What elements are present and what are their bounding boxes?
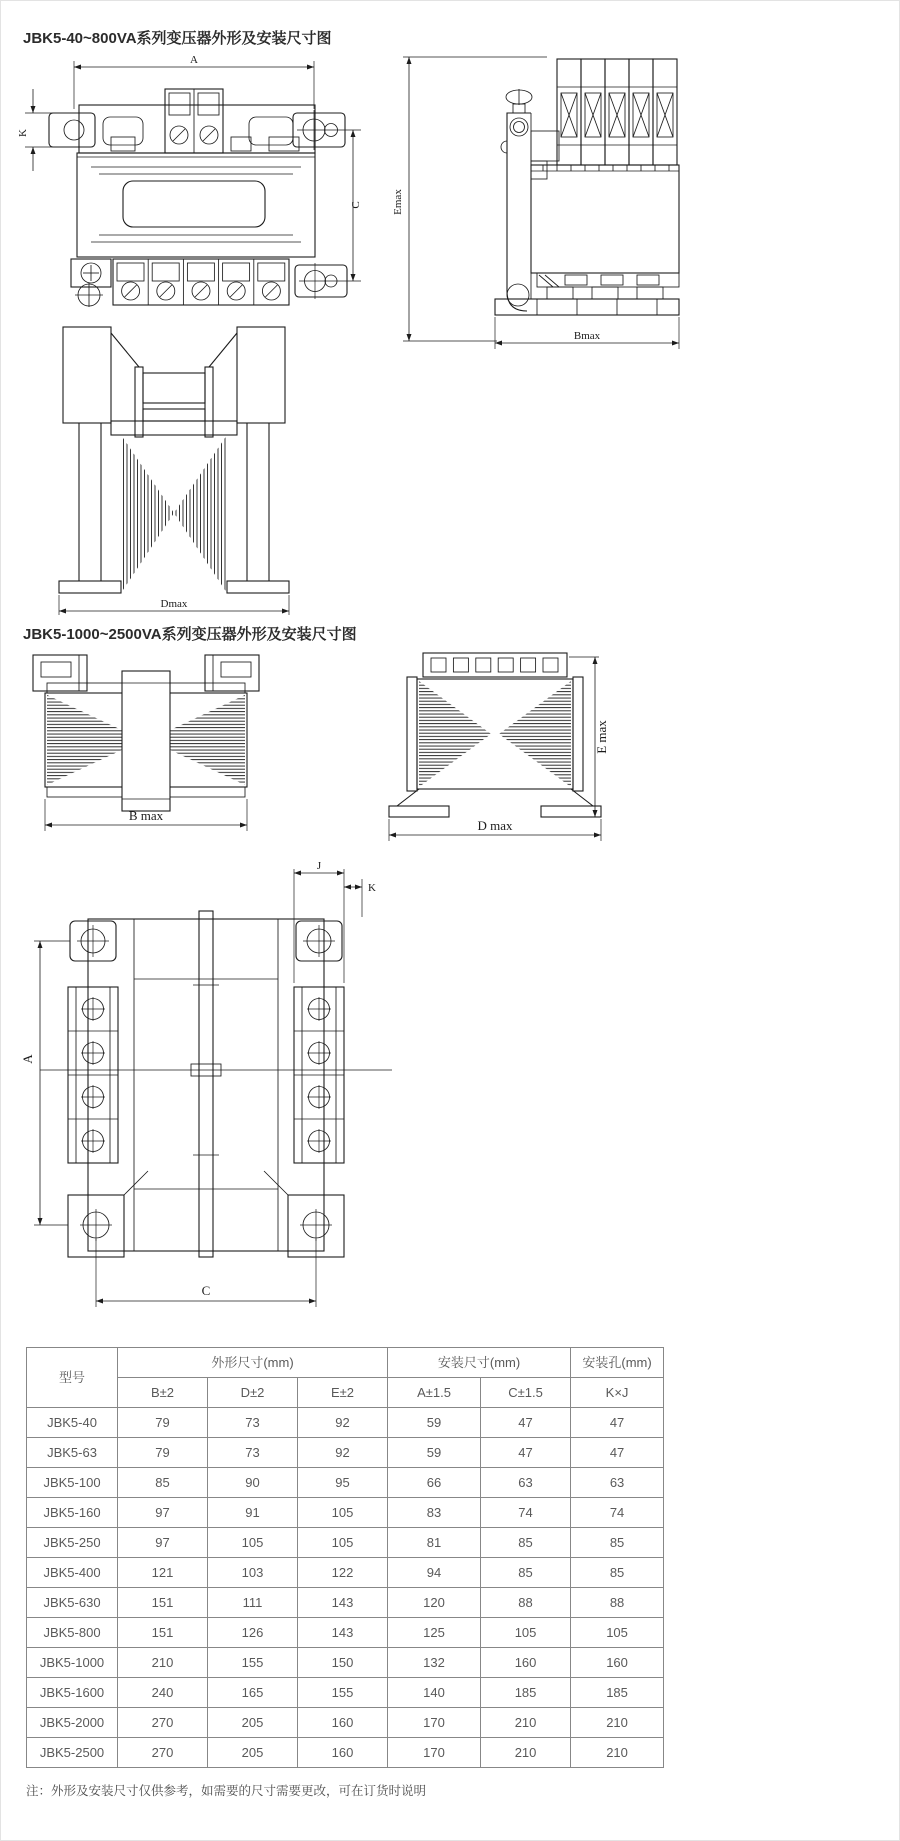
dimension-emax (392, 57, 547, 341)
core-body (531, 165, 679, 273)
dim-label-emax: E max (594, 720, 609, 754)
col-group-outline: 外形尺寸(mm) (118, 1348, 388, 1378)
value-cell: 170 (388, 1738, 481, 1768)
value-cell: 270 (118, 1738, 208, 1768)
dim-label-j: J (316, 860, 322, 872)
dim-label-a: A (190, 54, 198, 66)
figure-top-view-large (16, 859, 396, 1325)
screw-icon (122, 282, 140, 300)
value-cell: 47 (571, 1408, 664, 1438)
bottom-terminal-strip (113, 259, 289, 305)
center-core (122, 671, 170, 811)
value-cell: 74 (481, 1498, 571, 1528)
dimension-c (350, 130, 362, 281)
dim-label-a: A (20, 1054, 35, 1064)
value-cell: 97 (118, 1528, 208, 1558)
value-cell: 66 (388, 1468, 481, 1498)
screw-icon (307, 1085, 331, 1109)
value-cell: 47 (481, 1438, 571, 1468)
value-cell: 88 (571, 1588, 664, 1618)
col-header-a: A±1.5 (388, 1378, 481, 1408)
dimension-dmax (389, 818, 601, 841)
dim-label-bmax: Bmax (573, 330, 601, 342)
screw-icon (227, 282, 245, 300)
terminal-blocks (557, 59, 677, 165)
value-cell: 94 (388, 1558, 481, 1588)
value-cell: 140 (388, 1678, 481, 1708)
section1-title: JBK5-40~800VA系列变压器外形及安装尺寸图 (23, 30, 332, 47)
value-cell: 85 (481, 1528, 571, 1558)
value-cell: 155 (298, 1678, 388, 1708)
screw-icon (157, 282, 175, 300)
value-cell: 150 (298, 1648, 388, 1678)
value-cell: 210 (481, 1738, 571, 1768)
center-core (191, 911, 221, 1257)
value-cell: 97 (118, 1498, 208, 1528)
dim-label-c: C (201, 1283, 211, 1298)
value-cell: 63 (571, 1468, 664, 1498)
model-cell: JBK5-2500 (27, 1738, 118, 1768)
table-row (27, 1648, 664, 1678)
col-group-hole: 安装孔(mm) (571, 1348, 664, 1378)
value-cell: 85 (481, 1558, 571, 1588)
value-cell: 105 (481, 1618, 571, 1648)
footnote: 注：外形及安装尺寸仅供参考，如需要的尺寸需要更改，可在订货时说明 (26, 1784, 427, 1798)
model-cell: JBK5-160 (27, 1498, 118, 1528)
value-cell: 210 (571, 1708, 664, 1738)
table-row (27, 1528, 664, 1558)
col-header-d: D±2 (208, 1378, 298, 1408)
value-cell: 240 (118, 1678, 208, 1708)
value-cell: 122 (298, 1558, 388, 1588)
value-cell: 155 (208, 1648, 298, 1678)
col-group-mounting: 安装尺寸(mm) (388, 1348, 571, 1378)
model-cell: JBK5-630 (27, 1588, 118, 1618)
table-row (27, 1468, 664, 1498)
value-cell: 47 (571, 1438, 664, 1468)
value-cell: 160 (298, 1738, 388, 1768)
value-cell: 92 (298, 1438, 388, 1468)
table-header-subcolumns (27, 1378, 664, 1408)
model-cell: JBK5-1000 (27, 1648, 118, 1678)
value-cell: 132 (388, 1648, 481, 1678)
value-cell: 170 (388, 1708, 481, 1738)
body-base (495, 273, 679, 315)
ground-screw (71, 259, 111, 307)
dim-label-dmax: Dmax (160, 598, 188, 610)
screw-icon (307, 997, 331, 1021)
value-cell: 151 (118, 1588, 208, 1618)
dimension-dmax (59, 595, 289, 615)
value-cell: 81 (388, 1528, 481, 1558)
model-cell: JBK5-400 (27, 1558, 118, 1588)
core-yoke (63, 327, 285, 437)
winding-hatch (121, 435, 227, 593)
value-cell: 143 (298, 1618, 388, 1648)
section2-title: JBK5-1000~2500VA系列变压器外形及安装尺寸图 (23, 626, 357, 643)
table-row (27, 1678, 664, 1708)
value-cell: 205 (208, 1708, 298, 1738)
mounting-feet (389, 789, 601, 817)
value-cell: 79 (118, 1438, 208, 1468)
value-cell: 85 (118, 1468, 208, 1498)
value-cell: 121 (118, 1558, 208, 1588)
table-header-groups (27, 1348, 664, 1378)
screw-icon (307, 1129, 331, 1153)
model-cell: JBK5-40 (27, 1408, 118, 1438)
screw-icon (170, 126, 188, 144)
value-cell: 165 (208, 1678, 298, 1708)
dim-label-emax: Emax (392, 189, 404, 215)
spec-table-body (27, 1408, 664, 1768)
bracket-step (531, 161, 547, 179)
value-cell: 210 (481, 1708, 571, 1738)
value-cell: 103 (208, 1558, 298, 1588)
model-cell: JBK5-100 (27, 1468, 118, 1498)
screw-icon (81, 1085, 105, 1109)
value-cell: 85 (571, 1528, 664, 1558)
value-cell: 126 (208, 1618, 298, 1648)
value-cell: 63 (481, 1468, 571, 1498)
table-row (27, 1618, 664, 1648)
value-cell: 105 (208, 1528, 298, 1558)
value-cell: 73 (208, 1408, 298, 1438)
dimension-c (96, 1239, 316, 1307)
value-cell: 91 (208, 1498, 298, 1528)
value-cell: 59 (388, 1408, 481, 1438)
dimension-k (17, 89, 59, 171)
top-mounting-flange (49, 105, 361, 153)
value-cell: 74 (571, 1498, 664, 1528)
screw-icon (307, 1041, 331, 1065)
dim-label-k: K (368, 882, 376, 894)
value-cell: 92 (298, 1408, 388, 1438)
coil-body (407, 677, 583, 791)
dimension-a (20, 941, 70, 1225)
value-cell: 83 (388, 1498, 481, 1528)
spec-table (26, 1347, 664, 1768)
screw-icon (192, 282, 210, 300)
table-row (27, 1558, 664, 1588)
value-cell: 151 (118, 1618, 208, 1648)
screw-icon (81, 1041, 105, 1065)
table-row (27, 1438, 664, 1468)
table-row (27, 1588, 664, 1618)
terminal-strip-left (68, 987, 118, 1163)
figure-front-view-large (21, 653, 271, 845)
table-row (27, 1708, 664, 1738)
value-cell: 47 (481, 1408, 571, 1438)
terminal-strip (423, 653, 567, 677)
model-cell: JBK5-800 (27, 1618, 118, 1648)
value-cell: 205 (208, 1738, 298, 1768)
value-cell: 210 (118, 1648, 208, 1678)
value-cell: 120 (388, 1588, 481, 1618)
value-cell: 88 (481, 1588, 571, 1618)
value-cell: 160 (298, 1708, 388, 1738)
value-cell: 125 (388, 1618, 481, 1648)
col-header-kj: K×J (571, 1378, 664, 1408)
value-cell: 111 (208, 1588, 298, 1618)
screw-icon (81, 1129, 105, 1153)
value-cell: 210 (571, 1738, 664, 1768)
screw-icon (200, 126, 218, 144)
value-cell: 270 (118, 1708, 208, 1738)
terminal-strip-right (294, 987, 344, 1163)
value-cell: 59 (388, 1438, 481, 1468)
value-cell: 90 (208, 1468, 298, 1498)
bottom-mounting-feet (68, 1171, 344, 1257)
value-cell: 105 (571, 1618, 664, 1648)
value-cell: 79 (118, 1408, 208, 1438)
model-cell: JBK5-250 (27, 1528, 118, 1558)
value-cell: 105 (298, 1498, 388, 1528)
dim-label-bmax: B max (128, 808, 164, 823)
value-cell: 160 (481, 1648, 571, 1678)
top-terminal-block (165, 89, 223, 153)
dimension-k (344, 879, 376, 917)
value-cell: 85 (571, 1558, 664, 1588)
value-cell: 73 (208, 1438, 298, 1468)
col-header-c: C±1.5 (481, 1378, 571, 1408)
value-cell: 143 (298, 1588, 388, 1618)
value-cell: 105 (298, 1528, 388, 1558)
core-body (77, 153, 315, 257)
table-row (27, 1498, 664, 1528)
value-cell: 185 (481, 1678, 571, 1708)
table-row (27, 1408, 664, 1438)
value-cell: 160 (571, 1648, 664, 1678)
figure-side-view-small (387, 47, 682, 359)
model-cell: JBK5-2000 (27, 1708, 118, 1738)
dim-label-k: K (17, 129, 29, 137)
dimension-bmax (495, 317, 679, 349)
body-outline (88, 919, 324, 1251)
bracket-step (531, 131, 559, 161)
screw-icon (262, 282, 280, 300)
table-row (27, 1738, 664, 1768)
value-cell: 95 (298, 1468, 388, 1498)
col-header-e: E±2 (298, 1378, 388, 1408)
mounting-bracket (501, 113, 531, 311)
col-header-model: 型号 (27, 1348, 118, 1408)
bottom-mounting-ear (295, 263, 361, 299)
dim-label-c: C (350, 201, 362, 209)
screw-icon (81, 997, 105, 1021)
top-mounting-ears (70, 921, 342, 961)
model-cell: JBK5-63 (27, 1438, 118, 1468)
figure-side-view-large (385, 649, 610, 854)
value-cell: 185 (571, 1678, 664, 1708)
core-legs (59, 423, 289, 593)
figure-coil-view-small (49, 323, 299, 623)
col-header-b: B±2 (118, 1378, 208, 1408)
model-cell: JBK5-1600 (27, 1678, 118, 1708)
figure-front-view-small (17, 47, 362, 309)
dim-label-dmax: D max (477, 818, 513, 833)
